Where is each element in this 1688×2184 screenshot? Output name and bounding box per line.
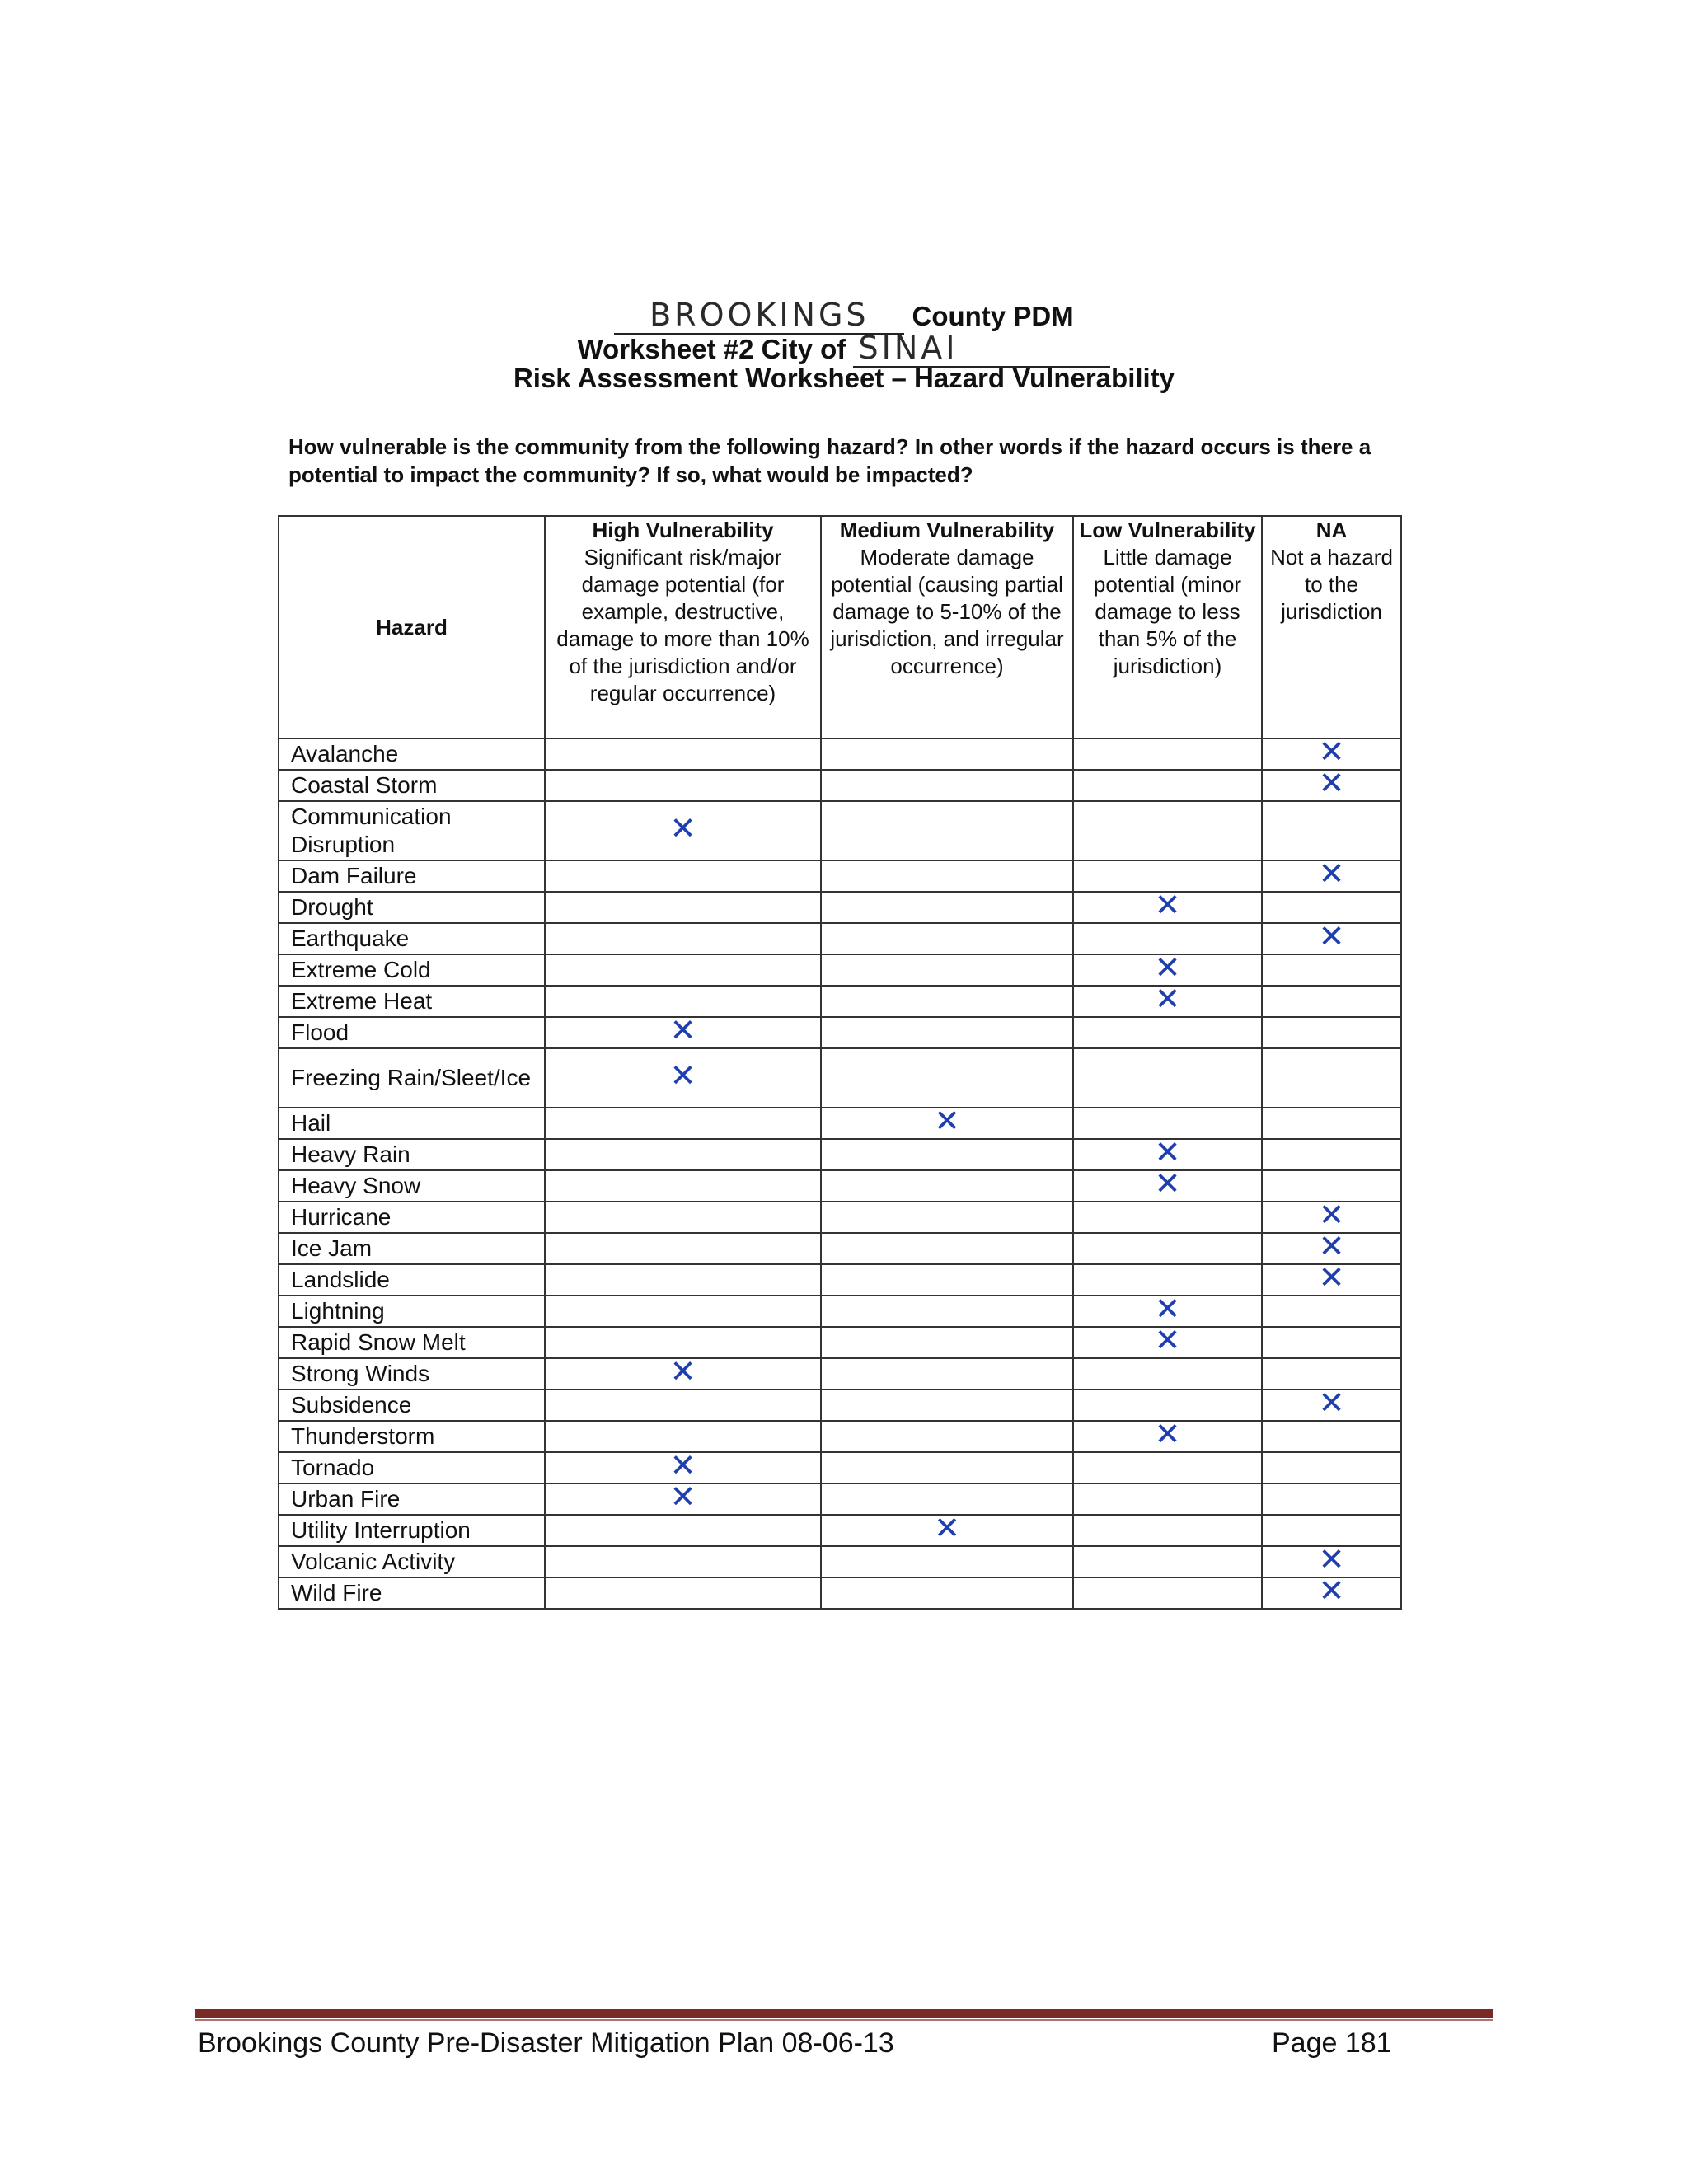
table-row <box>279 1421 1401 1452</box>
cell-low <box>1073 1546 1262 1577</box>
cell-medium <box>821 1048 1073 1108</box>
cell-high <box>545 1353 821 1390</box>
cell-high <box>545 1233 821 1264</box>
cell-na <box>1262 1483 1401 1515</box>
table-row <box>279 1264 1401 1296</box>
cell-na <box>1262 1327 1401 1358</box>
col-header-low: Low Vulnerability Little damage potential (minor damage to less than 5% of the jurisdiction) <box>1073 516 1262 738</box>
check-mark-icon: ✕ <box>1318 765 1345 801</box>
cell-low <box>1073 738 1262 770</box>
cell-high <box>545 1139 821 1170</box>
cell-na <box>1262 1296 1401 1327</box>
footer-page-number: Page 181 <box>1272 2027 1392 2059</box>
hazard-name: Hurricane <box>279 1202 545 1233</box>
check-mark-icon: ✕ <box>1154 1291 1181 1327</box>
county-suffix: County PDM <box>912 301 1074 331</box>
check-mark-icon: ✕ <box>1318 918 1345 954</box>
hazard-name: Earthquake <box>279 923 545 954</box>
cell-medium <box>821 1390 1073 1421</box>
cell-medium <box>821 1452 1073 1483</box>
table-row <box>279 1577 1401 1609</box>
cell-low <box>1073 887 1262 923</box>
cell-medium <box>821 1139 1073 1170</box>
cell-low <box>1073 1017 1262 1048</box>
cell-medium <box>821 1546 1073 1577</box>
check-mark-icon: ✕ <box>1318 1259 1345 1296</box>
cell-na <box>1262 1048 1401 1108</box>
cell-high <box>545 954 821 986</box>
cell-na <box>1262 801 1401 860</box>
table-row <box>279 1017 1401 1048</box>
hazard-name: Wild Fire <box>279 1577 545 1609</box>
hazard-name: Lightning <box>279 1296 545 1327</box>
cell-low <box>1073 1322 1262 1358</box>
hazard-name: Heavy Snow <box>279 1170 545 1202</box>
col-header-medium: Medium Vulnerability Moderate damage potential (causing partial damage to 5-10% of the jurisdiction, and irregular occurrence) <box>821 516 1073 738</box>
check-mark-icon: ✕ <box>1154 887 1181 923</box>
cell-medium <box>821 1264 1073 1296</box>
cell-medium <box>821 1327 1073 1358</box>
check-mark-icon: ✕ <box>1318 1197 1345 1233</box>
check-mark-icon: ✕ <box>1154 1322 1181 1358</box>
cell-low <box>1073 981 1262 1017</box>
cell-na <box>1262 1108 1401 1139</box>
table-row <box>279 954 1401 986</box>
cell-medium <box>821 801 1073 860</box>
cell-medium <box>821 738 1073 770</box>
check-mark-icon: ✕ <box>1154 1134 1181 1170</box>
check-mark-icon: ✕ <box>1318 855 1345 892</box>
cell-high <box>545 892 821 923</box>
cell-high <box>545 1390 821 1421</box>
cell-low <box>1073 801 1262 860</box>
cell-na <box>1262 1421 1401 1452</box>
table-row <box>279 892 1401 923</box>
hazard-vulnerability-table <box>278 515 1402 1610</box>
table-row <box>279 1327 1401 1358</box>
table-row <box>279 1483 1401 1515</box>
footer-rule-thin <box>195 2019 1493 2021</box>
cell-low <box>1073 1515 1262 1546</box>
col-header-high: High Vulnerability Significant risk/major damage potential (for example, destructive, damage to more than 10% of the jurisdiction and/or regular occurrence) <box>545 516 821 738</box>
cell-medium <box>821 923 1073 954</box>
check-mark-icon: ✕ <box>669 1012 696 1048</box>
cell-high <box>545 1202 821 1233</box>
cell-high <box>545 1479 821 1515</box>
cell-medium <box>821 892 1073 923</box>
footer-plan-title: Brookings County Pre-Disaster Mitigation Plan 08-06-13 <box>198 2027 894 2059</box>
hazard-name: Urban Fire <box>279 1483 545 1515</box>
cell-low <box>1073 1452 1262 1483</box>
col-header-hazard: Hazard <box>279 516 545 738</box>
cell-na <box>1262 1385 1401 1421</box>
hazard-name: Thunderstorm <box>279 1421 545 1452</box>
hazard-name: Freezing Rain/Sleet/Ice <box>279 1048 545 1108</box>
cell-low <box>1073 1233 1262 1264</box>
cell-na <box>1262 1452 1401 1483</box>
cell-high <box>545 1577 821 1609</box>
table-row <box>279 1048 1401 1108</box>
table-row <box>279 1358 1401 1390</box>
hazard-rows <box>279 733 1401 1609</box>
hazard-name: Avalanche <box>279 738 545 770</box>
cell-na <box>1262 1139 1401 1170</box>
hazard-name: Landslide <box>279 1264 545 1296</box>
hazard-name: Rapid Snow Melt <box>279 1327 545 1358</box>
cell-medium <box>821 1577 1073 1609</box>
cell-na <box>1262 855 1401 892</box>
hazard-name: Drought <box>279 892 545 923</box>
check-mark-icon: ✕ <box>1154 981 1181 1017</box>
cell-high <box>545 770 821 801</box>
check-mark-icon: ✕ <box>1318 1385 1345 1421</box>
check-mark-icon: ✕ <box>1318 733 1345 770</box>
cell-low <box>1073 1483 1262 1515</box>
cell-medium <box>821 954 1073 986</box>
cell-high <box>545 1170 821 1202</box>
cell-medium <box>821 1296 1073 1327</box>
cell-medium <box>821 770 1073 801</box>
table-row <box>279 986 1401 1017</box>
table-row <box>279 1202 1401 1233</box>
worksheet-prefix: Worksheet #2 City of <box>577 334 846 364</box>
table-row <box>279 1546 1401 1577</box>
footer-rule <box>195 2009 1493 2018</box>
check-mark-icon: ✕ <box>934 1103 960 1139</box>
cell-medium <box>821 1017 1073 1048</box>
cell-high <box>545 923 821 954</box>
hazard-name: Communication Disruption <box>279 801 545 860</box>
cell-na <box>1262 954 1401 986</box>
cell-high <box>545 1296 821 1327</box>
hazard-name: Coastal Storm <box>279 770 545 801</box>
cell-high <box>545 738 821 770</box>
cell-low <box>1073 770 1262 801</box>
cell-high <box>545 1515 821 1546</box>
check-mark-icon: ✕ <box>669 1353 696 1390</box>
hazard-name: Tornado <box>279 1452 545 1483</box>
cell-high <box>545 801 821 860</box>
cell-medium <box>821 1103 1073 1139</box>
table-row <box>279 1108 1401 1139</box>
hazard-name: Hail <box>279 1108 545 1139</box>
table-row <box>279 1233 1401 1264</box>
table-row <box>279 738 1401 770</box>
cell-low <box>1073 1358 1262 1390</box>
cell-high <box>545 1264 821 1296</box>
cell-low <box>1073 1416 1262 1452</box>
table-row <box>279 1390 1401 1421</box>
cell-medium <box>821 1510 1073 1546</box>
check-mark-icon: ✕ <box>669 1057 696 1094</box>
table-row <box>279 923 1401 954</box>
check-mark-icon: ✕ <box>1154 1416 1181 1452</box>
table-row <box>279 1515 1401 1546</box>
cell-high <box>545 1012 821 1048</box>
check-mark-icon: ✕ <box>1154 1165 1181 1202</box>
check-mark-icon: ✕ <box>669 1447 696 1483</box>
table-row <box>279 770 1401 801</box>
hazard-name: Heavy Rain <box>279 1139 545 1170</box>
table-row <box>279 1170 1401 1202</box>
cell-high <box>545 1048 821 1108</box>
cell-low <box>1073 1048 1262 1108</box>
hazard-name: Subsidence <box>279 1390 545 1421</box>
cell-high <box>545 1546 821 1577</box>
cell-na <box>1262 1259 1401 1296</box>
cell-medium <box>821 1358 1073 1390</box>
hazard-name: Ice Jam <box>279 1233 545 1264</box>
cell-medium <box>821 1233 1073 1264</box>
cell-na <box>1262 1572 1401 1609</box>
cell-medium <box>821 860 1073 892</box>
cell-high <box>545 860 821 892</box>
cell-medium <box>821 986 1073 1017</box>
hazard-name: Utility Interruption <box>279 1515 545 1546</box>
hazard-name: Strong Winds <box>279 1358 545 1390</box>
cell-low <box>1073 1577 1262 1609</box>
cell-na <box>1262 765 1401 801</box>
hazard-name: Volcanic Activity <box>279 1546 545 1577</box>
table-row <box>279 1296 1401 1327</box>
table-row <box>279 1139 1401 1170</box>
worksheet-subtitle: Risk Assessment Worksheet – Hazard Vulnerability <box>513 363 1175 393</box>
cell-high <box>545 1108 821 1139</box>
check-mark-icon: ✕ <box>1318 1572 1345 1609</box>
check-mark-icon: ✕ <box>1318 1228 1345 1264</box>
hazard-name: Extreme Heat <box>279 986 545 1017</box>
cell-medium <box>821 1170 1073 1202</box>
hazard-name: Flood <box>279 1017 545 1048</box>
col-header-na: NA Not a hazard to the jurisdiction <box>1262 516 1401 738</box>
check-mark-icon: ✕ <box>1318 1541 1345 1577</box>
cell-na <box>1262 918 1401 954</box>
cell-na <box>1262 986 1401 1017</box>
city-handwritten: SINAI <box>853 330 1110 368</box>
check-mark-icon: ✕ <box>669 810 696 846</box>
vulnerability-question: How vulnerable is the community from the following hazard? In other words if the hazard occurs is there a potential to impact the community? If so, what would be impacted? <box>288 434 1372 487</box>
county-handwritten: BROOKINGS <box>614 297 904 335</box>
cell-na <box>1262 1017 1401 1048</box>
table-header-row <box>279 516 1401 738</box>
hazard-name: Extreme Cold <box>279 954 545 986</box>
table-row <box>279 801 1401 860</box>
cell-medium <box>821 1421 1073 1452</box>
hazard-name: Dam Failure <box>279 860 545 892</box>
cell-low <box>1073 1202 1262 1233</box>
check-mark-icon: ✕ <box>934 1510 960 1546</box>
table-row <box>279 1452 1401 1483</box>
table-row <box>279 860 1401 892</box>
check-mark-icon: ✕ <box>1154 949 1181 986</box>
cell-low <box>1073 1165 1262 1202</box>
cell-medium <box>821 1202 1073 1233</box>
check-mark-icon: ✕ <box>669 1479 696 1515</box>
